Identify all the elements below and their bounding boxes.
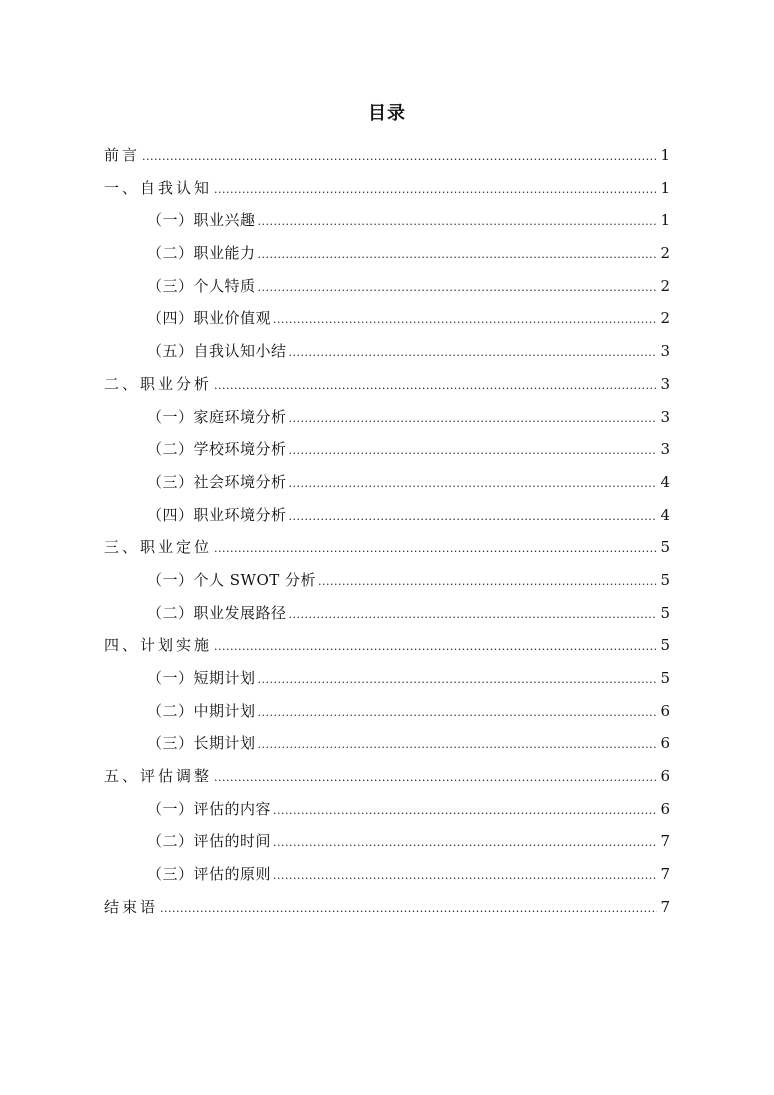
toc-entry-title: 二、职业分析	[104, 374, 213, 393]
toc-entry-title: 四、计划实施	[104, 636, 213, 655]
toc-page-number: 5	[660, 538, 670, 557]
toc-page-number: 1	[660, 146, 670, 164]
toc-entry-title: （一）评估的内容	[147, 799, 272, 818]
toc-entry-title: 五、评估调整	[104, 767, 213, 786]
toc-subentry[interactable]	[104, 564, 670, 597]
dot-leader	[258, 206, 658, 239]
page-title: 目录	[368, 103, 406, 124]
dot-leader	[273, 304, 657, 337]
dot-leader	[289, 337, 658, 370]
toc-subentry[interactable]	[104, 662, 670, 695]
toc-page-number: 7	[660, 832, 670, 851]
toc-subentry[interactable]	[104, 335, 670, 368]
toc-page-number: 5	[660, 570, 670, 589]
toc-entry-title: 结束语	[104, 897, 159, 916]
toc-page-number: 3	[660, 407, 670, 426]
toc-page-number: 5	[660, 636, 670, 655]
dot-leader	[160, 893, 657, 926]
toc-entry-title: 三、职业定位	[104, 538, 213, 557]
table-of-contents	[104, 139, 670, 924]
dot-leader	[289, 435, 658, 468]
toc-entry-title: （三）社会环境分析	[147, 472, 287, 491]
toc-page-number: 4	[660, 505, 670, 524]
dot-leader	[258, 239, 658, 272]
toc-entry-title: （一）短期计划	[147, 669, 256, 687]
toc-page-number: 7	[660, 897, 670, 916]
toc-entry-title: （二）职业能力	[147, 244, 256, 263]
toc-entry-title: （四）职业环境分析	[147, 505, 287, 524]
toc-page-number: 1	[660, 211, 670, 230]
toc-subentry[interactable]	[104, 302, 670, 335]
dot-leader	[214, 631, 657, 664]
dot-leader	[289, 501, 658, 534]
toc-page-number: 5	[660, 603, 670, 622]
toc-entry-title: （三）长期计划	[147, 734, 256, 753]
toc-entry[interactable]	[104, 891, 670, 924]
toc-page-number: 2	[660, 244, 670, 263]
dot-leader	[214, 762, 657, 795]
toc-page-number: 6	[660, 767, 670, 786]
toc-page-number: 7	[660, 865, 670, 884]
toc-subentry[interactable]	[104, 825, 670, 858]
toc-subentry[interactable]	[104, 401, 670, 434]
toc-entry-title: （二）评估的时间	[147, 832, 272, 851]
toc-entry-title: （二）学校环境分析	[147, 440, 287, 459]
toc-entry[interactable]	[104, 760, 670, 793]
toc-page-number: 1	[660, 178, 670, 197]
dot-leader	[289, 403, 658, 436]
toc-subentry[interactable]	[104, 433, 670, 466]
dot-leader	[214, 533, 657, 566]
dot-leader	[258, 729, 658, 762]
dot-leader	[273, 827, 657, 860]
toc-entry-title: （四）职业价值观	[147, 309, 272, 328]
toc-subentry[interactable]	[104, 695, 670, 728]
toc-entry-title: （一）个人 SWOT 分析	[147, 570, 317, 589]
toc-page-number: 3	[660, 342, 670, 361]
toc-subentry[interactable]	[104, 793, 670, 826]
toc-page-number: 6	[660, 799, 670, 818]
toc-page-number: 3	[660, 374, 670, 393]
toc-entry-title: 一、自我认知	[104, 178, 213, 197]
dot-leader	[214, 174, 657, 207]
toc-subentry[interactable]	[104, 204, 670, 237]
toc-entry-title: （二）职业发展路径	[147, 603, 287, 622]
toc-page-number: 3	[660, 440, 670, 459]
dot-leader	[214, 370, 657, 403]
toc-page-number: 6	[660, 734, 670, 753]
toc-page-number: 6	[660, 701, 670, 720]
dot-leader	[289, 468, 658, 501]
toc-subentry[interactable]	[104, 727, 670, 760]
toc-page-number: 2	[660, 309, 670, 328]
dot-leader	[289, 599, 658, 632]
toc-subentry[interactable]	[104, 466, 670, 499]
toc-entry-title: 前言	[104, 146, 141, 164]
toc-subentry[interactable]	[104, 858, 670, 891]
toc-entry-title: （三）评估的原则	[147, 865, 272, 884]
toc-entry-title: （一）职业兴趣	[147, 211, 256, 230]
toc-entry-title: （二）中期计划	[147, 701, 256, 720]
toc-subentry[interactable]	[104, 597, 670, 630]
toc-page-number: 4	[660, 472, 670, 491]
toc-entry[interactable]	[104, 139, 670, 172]
toc-entry-title: （五）自我认知小结	[147, 342, 287, 361]
toc-entry-title: （三）个人特质	[147, 276, 256, 295]
dot-leader	[273, 860, 657, 893]
dot-leader	[318, 566, 657, 599]
dot-leader	[273, 795, 657, 828]
toc-subentry[interactable]	[104, 270, 670, 303]
toc-page-number: 2	[660, 276, 670, 295]
toc-entry[interactable]	[104, 531, 670, 564]
toc-entry-title: （一）家庭环境分析	[147, 407, 287, 426]
dot-leader	[258, 664, 658, 697]
toc-subentry[interactable]	[104, 237, 670, 270]
toc-entry[interactable]	[104, 629, 670, 662]
toc-subentry[interactable]	[104, 499, 670, 532]
toc-entry[interactable]	[104, 368, 670, 401]
dot-leader	[258, 272, 658, 305]
dot-leader	[142, 141, 657, 174]
toc-page-number: 5	[660, 669, 670, 687]
dot-leader	[258, 697, 658, 730]
toc-entry[interactable]	[104, 172, 670, 205]
